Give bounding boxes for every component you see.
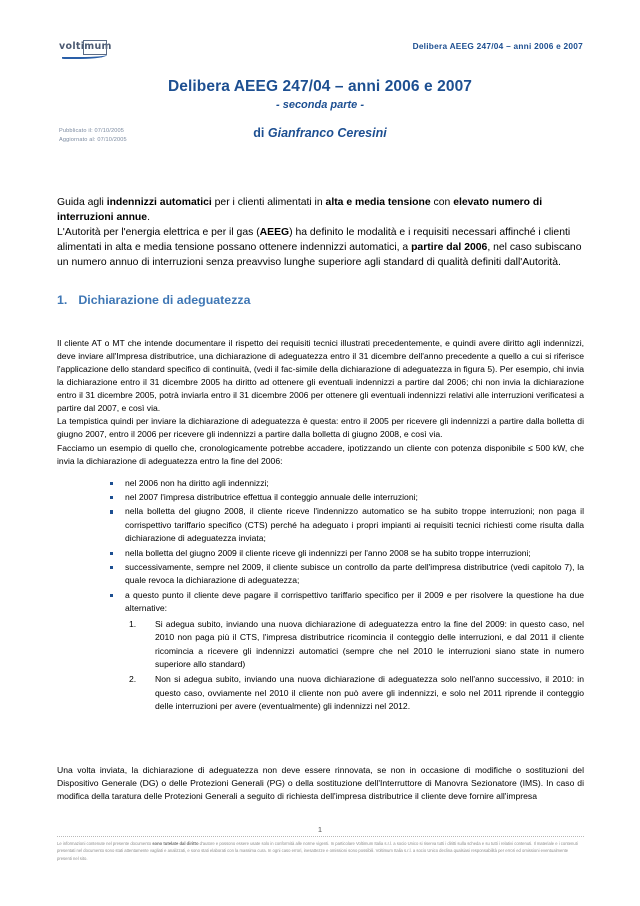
- body-paragraph-1: Il cliente AT o MT che intende documentare il rispetto dei requisiti tecnici illustrati precedentemente, e quindi avere diritto agli indennizzi, deve inviare all'Impresa distributrice, una dichiarazione di adeguatezza entro il 31 dicembre dell'anno precedente a quello a cui si riferisce l'applicazione dello standard specifico di continuità, (vedi il fac-simile della dichiarazione di adeguatezza in figura 5). Per esempio, chi invia la dichiarazione entro il 31 dicembre 2005 ha diritto ad ottenere gli eventuali indennizzi a partire dal 2006; chi non invia la dichiarazione entro il 31 dicembre 2005, potrà inviarla entro il 31 dicembre 2006 per ottenere gli eventuali indennizzi relativi alle interruzioni verificatesi a partire dal 2007, e così via.: [57, 338, 584, 414]
- list-item: nel 2006 non ha diritto agli indennizzi;: [57, 477, 584, 490]
- intro-text-f: elevato numero di interruzioni annue: [57, 197, 543, 223]
- section-title: Dichiarazione di adeguatezza: [78, 293, 251, 307]
- footer-line1-b: sono tutelate dal diritto: [152, 841, 199, 846]
- section-body: [57, 337, 584, 715]
- page-number: 1: [317, 825, 323, 834]
- body-paragraph-2: La tempistica quindi per inviare la dichiarazione di adeguatezza è questa: entro il 2005 per ricevere gli indennizzi a partire dalla bolletta di giugno 2007, entro il 2006 per ricevere gli indennizzi a partire dalla bolletta di giugno 2008, e così via.: [57, 416, 584, 440]
- intro-text-d: alta e media tensione: [325, 197, 431, 208]
- intro-text-i: AEEG: [259, 226, 290, 238]
- logo-wordmark: voltimum: [59, 41, 112, 52]
- intro-paragraph: [57, 196, 584, 271]
- intro-text-k: partire dal 2006: [411, 241, 488, 253]
- list-item: nella bolletta del giugno 2009 il cliente riceve gli indennizzi per l'anno 2008 se ha subito troppe interruzioni;: [57, 547, 584, 560]
- body-paragraph-3: Facciamo un esempio di quello che, cronologicamente potrebbe accadere, ipotizzando un cliente con potenza disponibile ≤ 500 kW, che invia la dichiarazione di adeguatezza entro la fine del 2006:: [57, 442, 584, 466]
- list-item: Non si adegua subito, inviando una nuova dichiarazione di adeguatezza solo nell'anno successivo, il 2010: in questo caso, ovviamente nel 2010 il cliente non può avere gli indennizzi, e solo nel 2011 riprende il conteggio delle interruzioni per avere (eventualmente) gli indennizzi nel 2012.: [155, 674, 584, 712]
- closing-paragraph: Una volta inviata, la dichiarazione di adeguatezza non deve essere rinnovata, se non in occasione di modifiche o sostituzioni del Dispositivo Generale (DG) o delle Protezioni Generali (PG) o della sostituzione dell'Interruttore di Manovra Sezionatore (IMS). In caso di modifica della taratura delle Protezioni Generali a seguito di richiesta dell'impresa distributrice il cliente deve fornire all'impresa: [57, 765, 584, 802]
- list-item: [57, 589, 584, 714]
- footer-line1-c: d'autore e possono essere usate solo in conformità alle norme vigenti. In particolare Voltimum Italia s.r.l. a socio Unico si riserva tutti i diritti sulla scheda e su tutti i relativi contenuti.: [198, 841, 533, 846]
- intro-text-j: ) ha definito le modalità e i requisiti necessari affinché i clienti alimentati in alta e media tensione possano ottenere indennizzi automatici, a: [57, 226, 571, 253]
- footer-divider: [57, 836, 584, 837]
- list-item: successivamente, sempre nel 2009, il cliente subisce un controllo da parte dell'impresa distributrice (vedi capitolo 7), la quale revoca la dichiarazione di adeguatezza;: [57, 561, 584, 588]
- list-item-label: a questo punto il cliente deve pagare il corrispettivo tariffario specifico per il 2009 e per risolvere la questione ha due alternative:: [125, 589, 584, 614]
- list-item: Si adegua subito, inviando una nuova dichiarazione di adeguatezza entro la fine del 2009: in questo caso, nel 2010 non paga più il CTS, l'impresa distributrice ricomincia il conteggio delle interruzioni, e dal 2011 il cliente ricomincia a ricevere gli indennizzi automatici (sempre che nel 2010 le interruzioni siano state in numero superiore allo standard): [155, 618, 584, 669]
- intro-text-l: , nel caso subiscano un numero annuo di interruzioni senza preavviso lunghe superiore agli standard di qualità definiti dall'Autorità.: [57, 241, 582, 268]
- document-subtitle: - seconda parte -: [275, 99, 365, 111]
- footer-line2: Il materiale e i contenuti presentati nel documento sono stati attentamente vagliati e analizzati, e sono stati elaborati con la massima cura. In ogni caso errori, inesattezze e omissioni sono possibili. Voltimum Italia s.r.l. a socio Unico declina qualsiasi responsabilità per errori ed omissioni eventualmente presenti nel sito.: [57, 841, 578, 861]
- document-title: Delibera AEEG 247/04 – anni 2006 e 2007: [167, 78, 473, 95]
- footer-legal-text: [57, 840, 584, 862]
- publication-info: [59, 127, 127, 145]
- author-prefix: di: [253, 126, 268, 140]
- alternatives-numbered-list: [125, 618, 584, 714]
- page-header: [0, 38, 640, 64]
- intro-text-b: indennizzi automatici: [106, 197, 212, 208]
- author-name: Gianfranco Ceresini: [267, 126, 387, 140]
- running-header-title: Delibera AEEG 247/04 – anni 2006 e 2007: [412, 41, 583, 51]
- list-item: nel 2007 l'impresa distributrice effettua il conteggio annuale delle interruzioni;: [57, 491, 584, 504]
- logo-swoosh-icon: [62, 52, 107, 59]
- intro-text-g: .: [147, 211, 150, 223]
- footer-line1-a: Le informazioni contenute nel presente documento: [57, 841, 153, 846]
- section-number: 1.: [57, 293, 68, 307]
- published-date: Pubblicato il: 07/10/2005: [59, 128, 125, 134]
- voltimum-logo: [59, 40, 121, 58]
- intro-text-e: con: [430, 197, 454, 208]
- intro-text-c: per i clienti alimentati in: [211, 197, 326, 208]
- intro-text-a: Guida agli: [57, 197, 107, 208]
- timeline-bullet-list: [57, 477, 584, 714]
- section-heading: [57, 293, 584, 307]
- updated-date: Aggiornato al: 07/10/2005: [59, 137, 127, 144]
- list-item: nella bolletta del giugno 2008, il cliente riceve l'indennizzo automatico se ha subito troppe interruzioni; non paga il corrispettivo tariffario specifico (CTS) perché ha adeguato i propri impianti ai requisiti tecnici richiesti come risulta dalla dichiarazione di adeguatezza inviata;: [57, 505, 584, 545]
- intro-text-h: L'Autorità per l'energia elettrica e per il gas (: [57, 226, 260, 238]
